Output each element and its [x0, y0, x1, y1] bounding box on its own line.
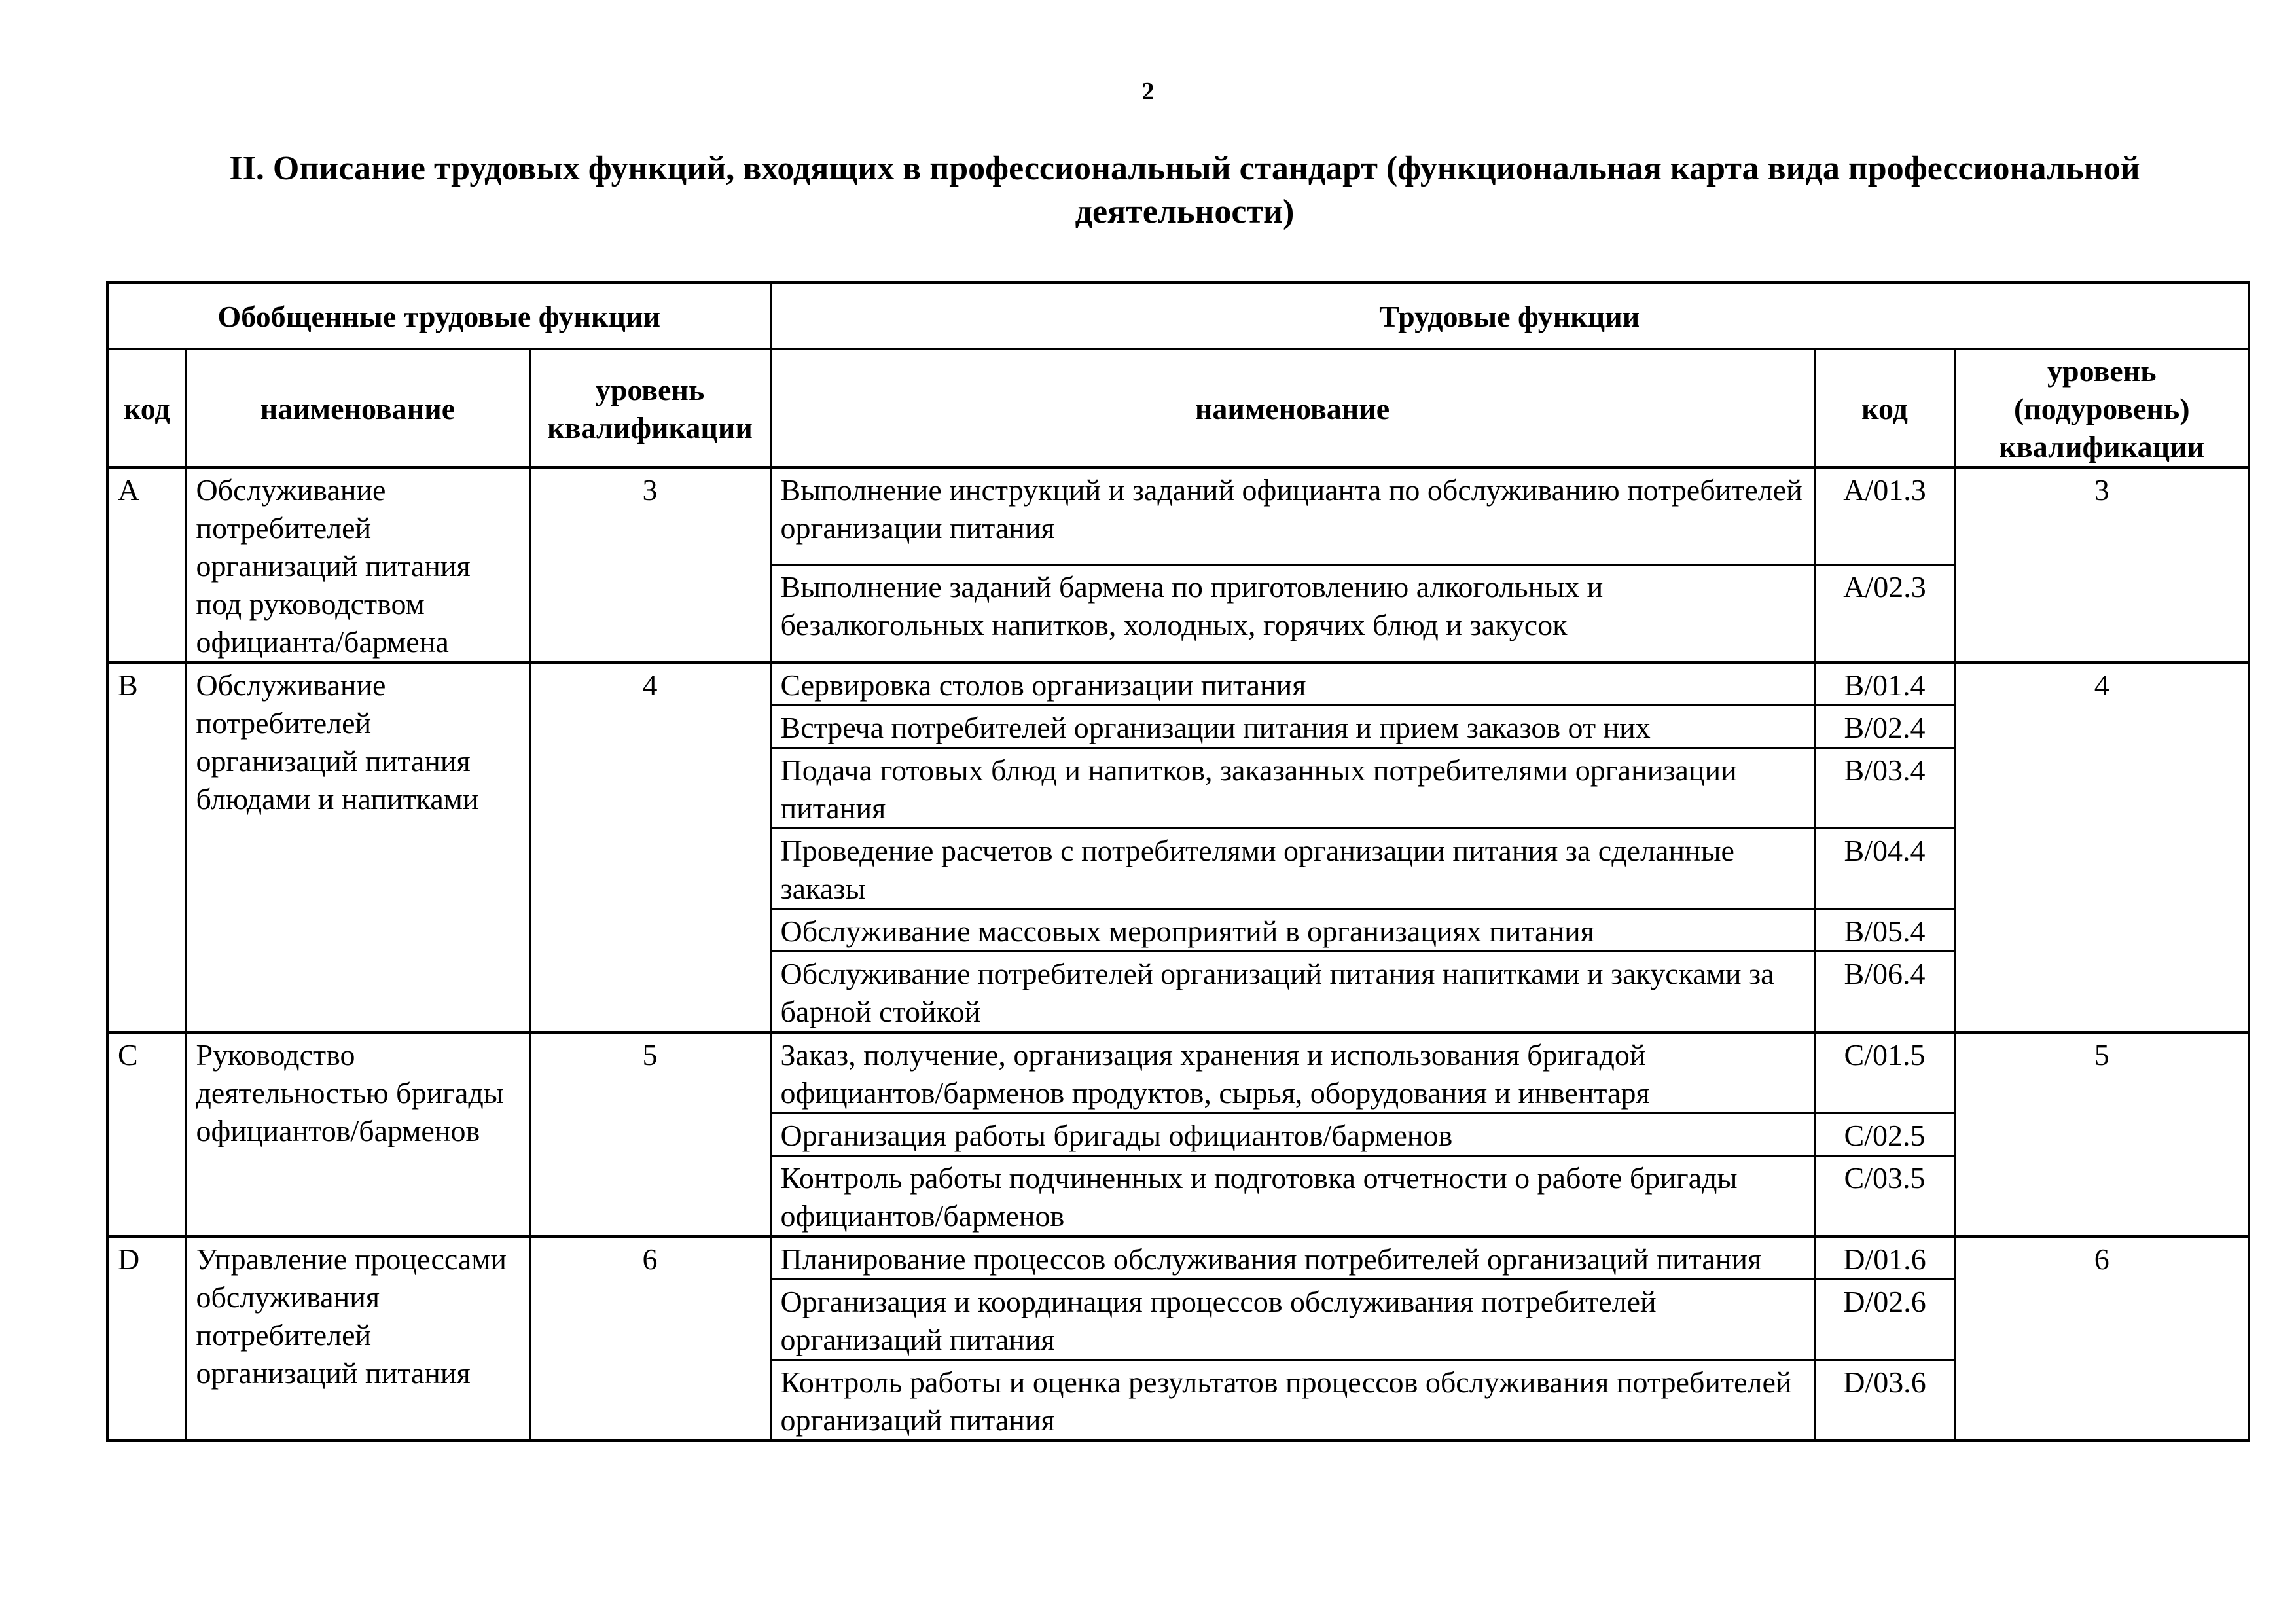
- table-body: [107, 467, 2249, 1441]
- tf-code: B/04.4: [1814, 828, 1955, 909]
- tf-name: Выполнение заданий бармена по приготовлению алкогольных и безалкогольных напитков, холодных, горячих блюд и закусок: [770, 565, 1814, 662]
- table-row: [107, 662, 2249, 706]
- tf-code: D/03.6: [1814, 1360, 1955, 1441]
- gtf-level: 5: [529, 1032, 770, 1236]
- gtf-name: Обслуживание потребителей организаций питания блюдами и напитками: [186, 662, 529, 1032]
- tf-name: Проведение расчетов с потребителями организации питания за сделанные заказы: [770, 828, 1814, 909]
- header-level: уровень квалификации: [529, 348, 770, 467]
- section-heading: II. Описание трудовых функций, входящих в профессиональный стандарт (функциональная карта вида профессиональной деятельности): [229, 150, 2140, 230]
- tf-name: Подача готовых блюд и напитков, заказанных потребителями организации питания: [770, 748, 1814, 828]
- gtf-name: Управление процессами обслуживания потребителей организаций питания: [186, 1236, 529, 1441]
- tf-name: Планирование процессов обслуживания потребителей организаций питания: [770, 1236, 1814, 1280]
- tf-code: B/01.4: [1814, 662, 1955, 706]
- tf-code: C/01.5: [1814, 1032, 1955, 1113]
- header-tf-name: наименование: [770, 348, 1814, 467]
- tf-level: 5: [1955, 1032, 2249, 1236]
- tf-level: 3: [1955, 467, 2249, 662]
- tf-name: Контроль работы и оценка результатов процессов обслуживания потребителей организаций питания: [770, 1360, 1814, 1441]
- tf-code: D/01.6: [1814, 1236, 1955, 1280]
- tf-code: B/06.4: [1814, 951, 1955, 1032]
- header-code: код: [107, 348, 186, 467]
- header-generalized: Обобщенные трудовые функции: [107, 283, 770, 348]
- header-row-2: [107, 348, 2249, 467]
- functional-map-table: [106, 281, 2250, 1442]
- tf-code: C/03.5: [1814, 1155, 1955, 1236]
- table-row: [107, 467, 2249, 565]
- header-tf-level: уровень (подуровень) квалификации: [1955, 348, 2249, 467]
- tf-name: Организация и координация процессов обслуживания потребителей организаций питания: [770, 1279, 1814, 1360]
- tf-name: Обслуживание потребителей организаций питания напитками и закусками за барной стойкой: [770, 951, 1814, 1032]
- gtf-level: 3: [529, 467, 770, 662]
- tf-name: Встреча потребителей организации питания и прием заказов от них: [770, 705, 1814, 748]
- tf-name: Обслуживание массовых мероприятий в организациях питания: [770, 909, 1814, 951]
- header-name: наименование: [186, 348, 529, 467]
- tf-code: C/02.5: [1814, 1113, 1955, 1155]
- tf-name: Контроль работы подчиненных и подготовка отчетности о работе бригады официантов/барменов: [770, 1155, 1814, 1236]
- table-row: [107, 1236, 2249, 1280]
- tf-code: A/02.3: [1814, 565, 1955, 662]
- tf-code: D/02.6: [1814, 1279, 1955, 1360]
- tf-code: A/01.3: [1814, 467, 1955, 565]
- gtf-name: Руководство деятельностью бригады официантов/барменов: [186, 1032, 529, 1236]
- tf-level: 4: [1955, 662, 2249, 1032]
- tf-name: Организация работы бригады официантов/барменов: [770, 1113, 1814, 1155]
- tf-name: Сервировка столов организации питания: [770, 662, 1814, 706]
- tf-code: B/03.4: [1814, 748, 1955, 828]
- gtf-code: A: [107, 467, 186, 662]
- gtf-code: C: [107, 1032, 186, 1236]
- header-tf-code: код: [1814, 348, 1955, 467]
- header-row-1: [107, 283, 2249, 348]
- tf-code: B/02.4: [1814, 705, 1955, 748]
- tf-name: Выполнение инструкций и заданий официанта по обслуживанию потребителей организации питания: [770, 467, 1814, 565]
- gtf-level: 6: [529, 1236, 770, 1441]
- tf-level: 6: [1955, 1236, 2249, 1441]
- gtf-code: B: [107, 662, 186, 1032]
- gtf-level: 4: [529, 662, 770, 1032]
- tf-code: B/05.4: [1814, 909, 1955, 951]
- tf-name: Заказ, получение, организация хранения и использования бригадой официантов/барменов продуктов, сырья, оборудования и инвентаря: [770, 1032, 1814, 1113]
- gtf-code: D: [107, 1236, 186, 1441]
- page-number: 2: [1141, 78, 1155, 105]
- header-functions: Трудовые функции: [770, 283, 2249, 348]
- gtf-name: Обслуживание потребителей организаций питания под руководством официанта/бармена: [186, 467, 529, 662]
- table-row: [107, 1032, 2249, 1113]
